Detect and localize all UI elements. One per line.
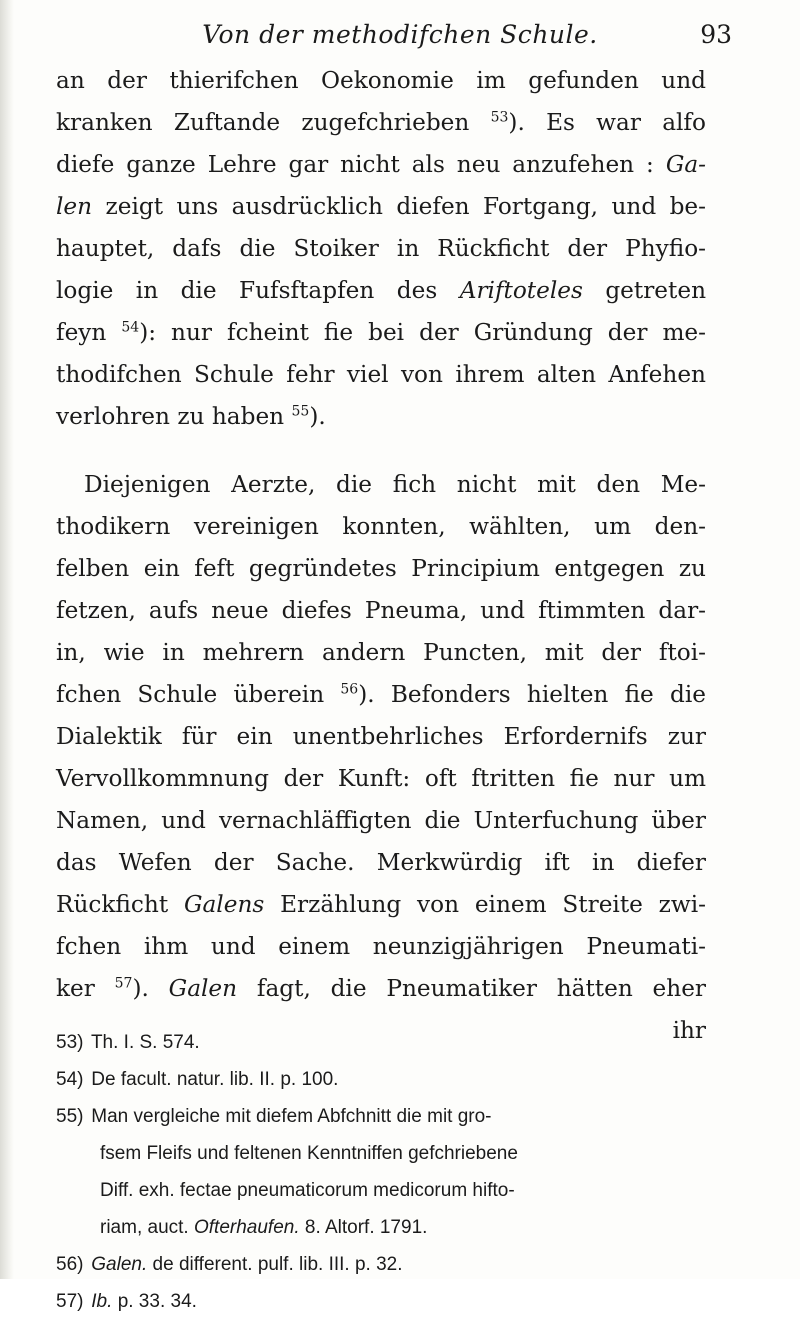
page-header	[120, 20, 732, 60]
text-line	[56, 186, 706, 228]
text-line	[56, 674, 706, 716]
page-gutter-shadow	[0, 0, 14, 1279]
text-run: ): nur fcheint fie bei der Gründung der me-	[139, 319, 706, 346]
footnote-ref: 55	[291, 403, 310, 420]
footnote-ref: 54	[121, 319, 140, 336]
text-run: Vervollkommnung der Kunft: oft ftritten fie nur um	[56, 765, 706, 792]
footnote-mark: 54)	[56, 1069, 84, 1090]
footnote-mark: 55)	[56, 1106, 84, 1127]
text-line	[56, 464, 706, 506]
text-run: fetzen, aufs neue diefes Pneuma, und ftimmten dar-	[56, 597, 706, 624]
footnote-text: Th. I. S. 574.	[90, 1032, 200, 1053]
main-text	[56, 60, 706, 1052]
running-title: Von der methodifchen Schule.	[202, 20, 598, 49]
footnote-text: De facult. natur. lib. II. p. 100.	[91, 1069, 339, 1090]
text-line	[56, 228, 706, 270]
paragraph-gap	[56, 438, 706, 464]
text-run: ihr	[672, 1017, 706, 1044]
footnote-text: p. 33. 34.	[117, 1291, 197, 1312]
footnote-text: Diff. exh. fectae pneumaticorum medicorum hifto-	[100, 1180, 515, 1201]
text-run: ). Es war alfo	[508, 109, 706, 136]
page-number: 93	[700, 20, 732, 49]
text-line	[56, 396, 706, 438]
text-line	[56, 102, 706, 144]
text-run: in, wie in mehrern andern Puncten, mit der ftoi-	[56, 639, 706, 666]
text-line	[56, 506, 706, 548]
text-line	[56, 60, 706, 102]
footnote-ref: 56	[340, 681, 359, 698]
text-run: fchen ihm und einem neunzigjährigen Pneumati-	[56, 933, 706, 960]
text-line	[56, 312, 706, 354]
text-run: getreten	[605, 277, 707, 304]
italic-name: Ga-	[665, 151, 706, 178]
footnotes	[56, 1024, 716, 1320]
text-run: verlohren zu haben	[56, 403, 285, 430]
text-line	[56, 800, 706, 842]
footnote-continuation	[56, 1135, 716, 1172]
text-run: thodifchen Schule fehr viel von ihrem alten Anfehen	[56, 361, 706, 388]
text-line	[56, 716, 706, 758]
footnote-mark: 57)	[56, 1291, 84, 1312]
text-run: kranken Zuftande zugefchrieben	[56, 109, 470, 136]
italic-name: Galens	[183, 891, 265, 918]
footnote-continuation	[56, 1172, 716, 1209]
footnote-ref: 53	[490, 109, 509, 126]
italic-name: Ariftoteles	[459, 277, 583, 304]
text-run: Namen, und vernachläffigten die Unterfuchung über	[56, 807, 706, 834]
text-run: diefe ganze Lehre gar nicht als neu anzufehen :	[56, 151, 654, 178]
text-run: das Wefen der Sache. Merkwürdig ift in diefer	[56, 849, 706, 876]
text-line	[56, 548, 706, 590]
footnote-text: fsem Fleifs und feltenen Kenntniffen gefchriebene	[100, 1143, 518, 1164]
text-run: zeigt uns ausdrücklich diefen Fortgang, und be-	[105, 193, 706, 220]
footnote	[56, 1024, 716, 1061]
footnote	[56, 1246, 716, 1283]
footnote	[56, 1061, 716, 1098]
text-run: Dialektik für ein unentbehrliches Erfordernifs zur	[56, 723, 706, 750]
text-line	[56, 884, 706, 926]
text-run: hauptet, dafs die Stoiker in Rückficht der Phyfio-	[56, 235, 706, 262]
text-line	[56, 926, 706, 968]
text-run: fchen Schule überein	[56, 681, 325, 708]
footnote-italic: Galen.	[91, 1254, 148, 1275]
text-run: ).	[309, 403, 326, 430]
text-run: feyn	[56, 319, 107, 346]
footnote-text: Man vergleiche mit diefem Abfchnitt die mit gro-	[91, 1106, 492, 1127]
text-line	[56, 354, 706, 396]
text-run: felben ein feft gegründetes Principium entgegen zu	[56, 555, 706, 582]
footnote-text: 8. Altorf. 1791.	[304, 1217, 428, 1238]
footnote	[56, 1098, 716, 1135]
text-run: ).	[132, 975, 149, 1002]
footnote-italic: Ib.	[91, 1291, 113, 1312]
text-run: Rückficht	[56, 891, 169, 918]
text-line	[56, 842, 706, 884]
text-line	[56, 270, 706, 312]
italic-name: Galen	[168, 975, 238, 1002]
italic-name: len	[56, 193, 93, 220]
text-run: ). Befonders hielten fie die	[358, 681, 706, 708]
footnote-italic: Ofterhaufen.	[193, 1217, 300, 1238]
footnote-mark: 56)	[56, 1254, 84, 1275]
footnote-continuation	[56, 1209, 716, 1246]
footnote-ref: 57	[114, 975, 133, 992]
text-run: an der thierifchen Oekonomie im gefunden und	[56, 67, 706, 94]
text-run: ker	[56, 975, 95, 1002]
text-run: Diejenigen Aerzte, die fich nicht mit den Me-	[84, 471, 706, 498]
text-line	[56, 144, 706, 186]
text-run: thodikern vereinigen konnten, wählten, um den-	[56, 513, 706, 540]
text-line	[56, 968, 706, 1010]
text-line	[56, 632, 706, 674]
footnote-text: de different. pulf. lib. III. p. 32.	[152, 1254, 403, 1275]
text-run: logie in die Fufsftapfen des	[56, 277, 438, 304]
text-line	[56, 758, 706, 800]
footnote-text: riam, auct.	[100, 1217, 189, 1238]
footnote	[56, 1283, 716, 1320]
footnote-mark: 53)	[56, 1032, 84, 1053]
text-run: Erzählung von einem Streite zwi-	[280, 891, 706, 918]
text-run: fagt, die Pneumatiker hätten eher	[256, 975, 706, 1002]
text-line	[56, 590, 706, 632]
